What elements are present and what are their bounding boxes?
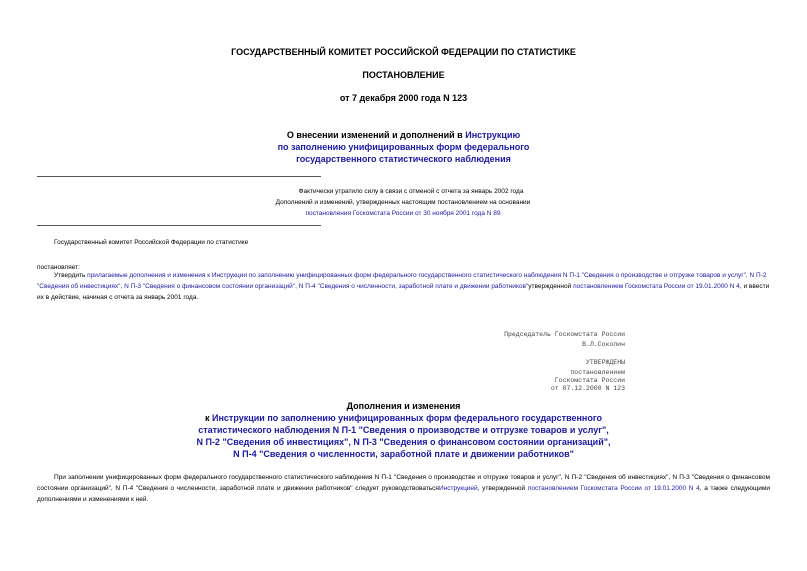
note-line3 (0, 209, 804, 219)
final-b: , утвержденной (477, 485, 528, 492)
note-line1 (0, 187, 804, 197)
p1-c: утвержденной (528, 283, 574, 290)
committee-text: Государственный комитет Российской Федерации по статистике (54, 239, 249, 246)
subject-line1 (0, 129, 807, 141)
note-line2 (0, 198, 804, 208)
final-paragraph (37, 472, 770, 505)
resolution-paragraph (37, 270, 770, 303)
subject-line2[interactable]: по заполнению унифицированных форм федерального (277, 142, 530, 152)
annex-prefix: к (205, 413, 213, 423)
addenda-link[interactable]: прилагаемые дополнения и изменения (87, 272, 206, 279)
subject-line3[interactable]: государственного статистического наблюдения (296, 154, 511, 164)
org-title: ГОСУДАРСТВЕННЫЙ КОМИТЕТ РОССИЙСКОЙ ФЕДЕРАЦИИ ПО СТАТИСТИКЕ (231, 47, 576, 57)
annex-line4[interactable]: N П-2 "Сведения об инвестициях", N П-3 "Сведения о финансовом состоянии организаций", (196, 437, 611, 447)
annex-line2 (0, 412, 807, 424)
signature-position: Председатель Госкомстата России (504, 331, 625, 338)
p1-a: Утвердить (54, 272, 88, 279)
annex-instruction-link[interactable]: Инструкции по заполнению унифицированных форм федерального государственного (212, 413, 602, 423)
annex-title: Дополнения и изменения (346, 401, 461, 411)
p1-d: , и ввести их в действие, начиная с отчета за январь 2001 года. (37, 283, 770, 301)
final-c: , а также следующими дополнениями и изменениями к ней. (37, 485, 770, 503)
signature-name: В.Л.Соколин (582, 341, 625, 348)
divider-bottom (37, 225, 321, 226)
note-line2-text: Дополнений и изменений, утвержденных настоящим постановлением на основании (275, 199, 531, 206)
doc-date: от 7 декабря 2000 года N 123 (339, 93, 468, 103)
annex-line3[interactable]: статистического наблюдения N П-1 "Сведения о производстве и отгрузке товаров и услуг", (198, 425, 609, 435)
divider-top (37, 176, 321, 177)
note-line1-text: Фактически утратило силу в связи с отменой с отчета за январь 2002 года (298, 188, 524, 195)
note-link[interactable]: постановления Госкомстата России от 30 ноября 2001 года N 89 (305, 210, 501, 217)
final-instruction-link[interactable]: Инструкцией (438, 485, 478, 492)
final-decree-link[interactable]: постановлением Госкомстата России от 19.01.2000 N 4 (527, 485, 700, 492)
approval-line4: от 07.12.2000 N 123 (550, 385, 625, 392)
final-a: При заполнении унифицированных форм федерального государственного статистического наблюдения N П-1 "Сведения о производстве и отгрузке товаров и услуг", N П-2 "Сведения об инвестициях", N П-3 "Сведения о финансовом состоянии организаций", N П-4 "Сведения о численности, заработной плате и движении работников" следует руководствоваться (37, 474, 770, 492)
p1-b[interactable]: к Инструкции по заполнению унифицированных форм федерального государственного статистического наблюдения N П-1 "Сведения о производстве и отгрузке товаров и услуг", N П-2 "Сведения об инвестициях", N П-3 "Сведения о финансовом состоянии организаций", N П-4 "Сведения о численности, заработной плате и движении работников" (37, 272, 767, 290)
subject-prefix: О внесении изменений и дополнений в (286, 130, 466, 140)
doc-type: ПОСТАНОВЛЕНИЕ (362, 70, 445, 80)
decree-link[interactable]: постановлением Госкомстата России от 19.01.2000 N 4 (573, 283, 740, 290)
approval-line2: постановлением (570, 369, 625, 376)
approval-line3: Госкомстата России (554, 377, 625, 384)
approval-line1: УТВЕРЖДЕНЫ (585, 359, 625, 366)
annex-line5[interactable]: N П-4 "Сведения о численности, заработной плате и движении работников" (233, 449, 574, 459)
instruction-link[interactable]: Инструкцию (465, 130, 521, 140)
decides-text: постановляет: (37, 264, 80, 271)
